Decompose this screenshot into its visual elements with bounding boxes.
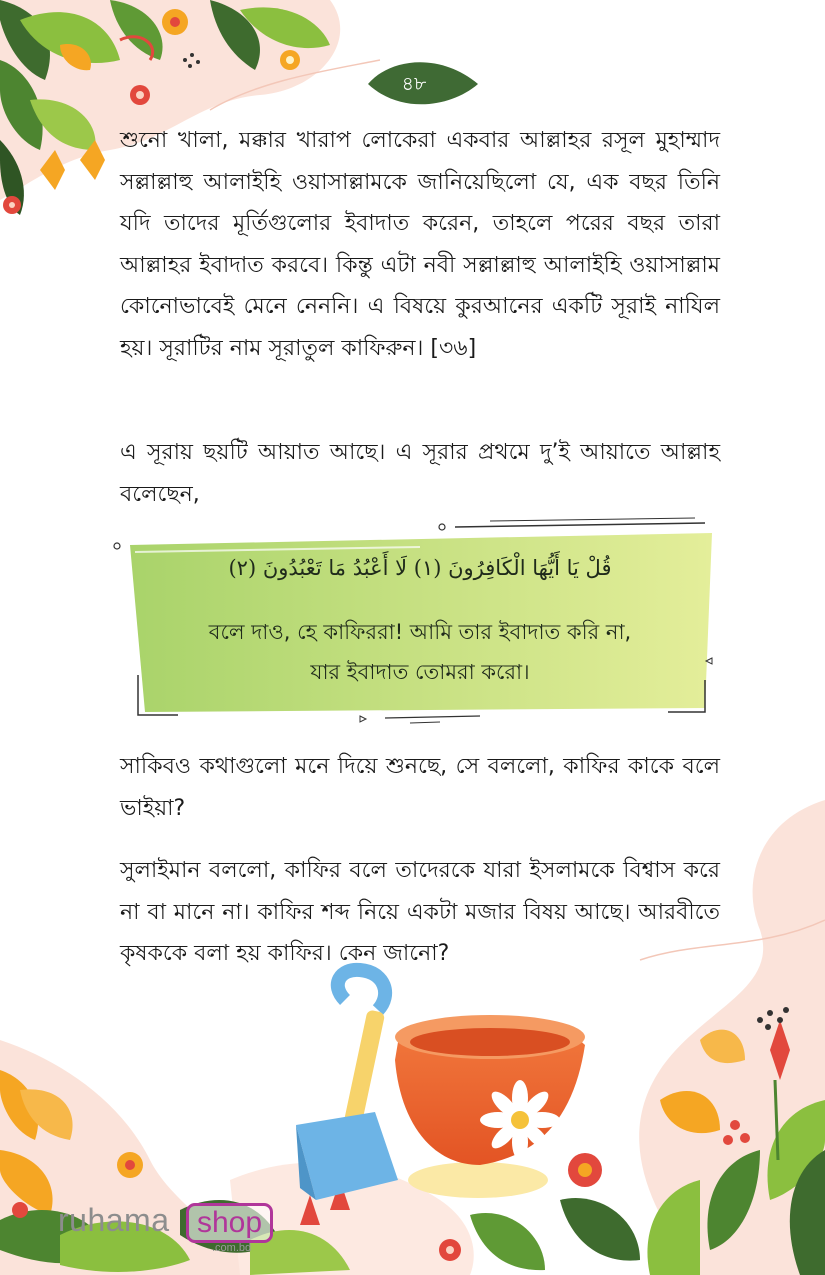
bucket-illustration xyxy=(296,970,585,1200)
watermark-brand: ruhama xyxy=(58,1202,170,1238)
watermark-shop-badge: shop xyxy=(186,1203,273,1243)
page-number: ৪৮ xyxy=(401,73,427,95)
paragraph-surah-intro: এ সূরায় ছয়টি আয়াত আছে। এ সূরার প্রথমে দু’ই আয়াতে আল্লাহ বলেছেন, xyxy=(120,440,720,507)
paragraph-sakib-question: সাকিবও কথাগুলো মনে দিয়ে শুনছে, সে বললো, কাফির কাকে বলে ভাইয়া? xyxy=(120,754,720,821)
watermark-domain: .com.bd xyxy=(212,1242,252,1254)
paragraph-surah-background: শুনো খালা, মক্কার খারাপ লোকেরা একবার আল্লাহর রসূল মুহাম্মাদ সল্লাল্লাহু আলাইহি ওয়াসাল্লামকে জানিয়েছিলো যে, এক বছর তিনি যদি তাদের মূর্তিগুলোর ইবাদাত করেন, তাহলে পরের বছর তারা আল্লাহর ইবাদাত করবে। কিন্তু এটা নবী সল্লাল্লাহু আলাইহি ওয়াসাল্লাম কোনোভাবেই মেনে নেননি। এ বিষয়ে কুরআনের একটি সূরাই নাযিল হয়। সূরাটির নাম সূরাতুল কাফিরুন। [৩৬] xyxy=(120,128,720,361)
verse-translation xyxy=(150,612,690,692)
translation-line-1: বলে দাও, হে কাফিররা! আমি তার ইবাদাত করি না, xyxy=(208,620,632,644)
paragraph-sulaiman-answer: সুলাইমান বললো, কাফির বলে তাদেরকে যারা ইসলামকে বিশ্বাস করে না বা মানে না। কাফির শব্দ নিয়ে একটা মজার বিষয় আছে। আরবীতে কৃষককে বলা হয় কাফির। কেন জানো? xyxy=(120,858,720,966)
arabic-verse: قُلْ يَا أَيُّهَا الْكَافِرُونَ (١) لَا أَعْبُدُ مَا تَعْبُدُونَ (٢) xyxy=(228,556,612,580)
translation-line-2: যার ইবাদাত তোমরা করো। xyxy=(310,660,530,684)
